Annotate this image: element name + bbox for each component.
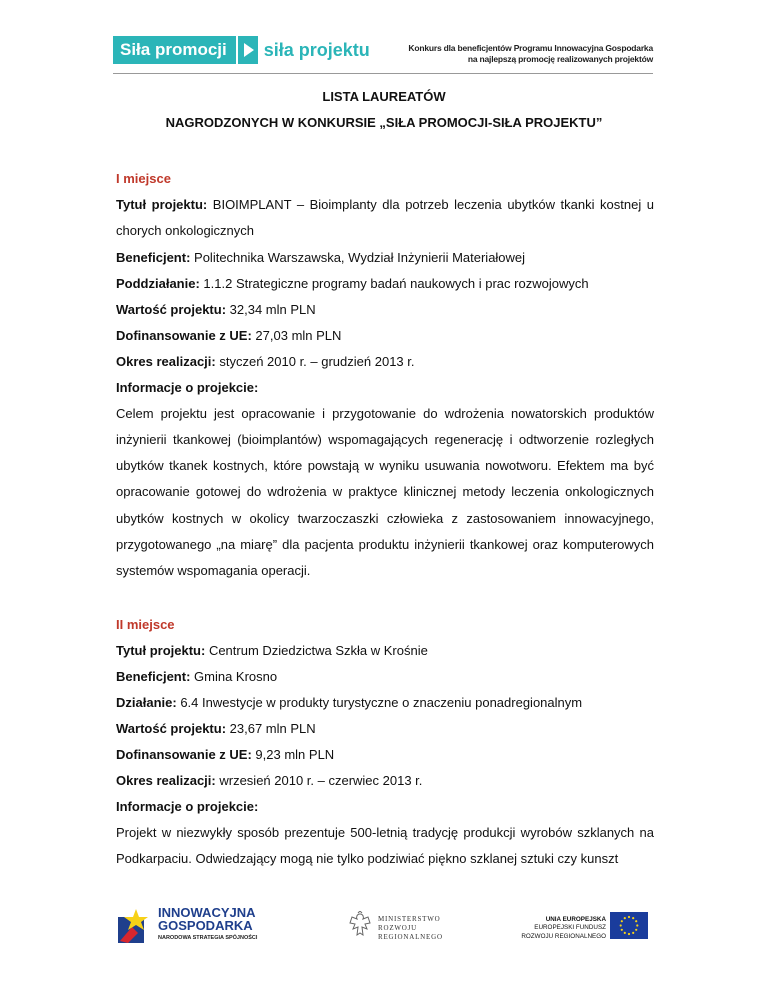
project-value-line (116, 716, 654, 742)
project-title-line (116, 638, 654, 664)
field-label: Okres realizacji: (116, 353, 216, 369)
field-label: Beneficjent: (116, 668, 191, 684)
play-arrow-icon (238, 36, 258, 64)
field-label: Beneficjent: (116, 249, 191, 265)
field-value: Politechnika Warszawska, Wydział Inżynierii Materiałowej (194, 249, 526, 265)
field-label: Poddziałanie: (116, 275, 200, 291)
ig-line-1: INNOWACYJNA (158, 905, 256, 920)
ministry-text (378, 915, 443, 942)
info-paragraph: Projekt w niezwykły sposób prezentuje 500-letnią tradycję produkcji wyrobów szklanych na Podkarpaciu. Odwiedzający mogą nie tylko podziwiać piękno szklanej sztuki czy kunszt (116, 824, 654, 866)
tagline-line-1: Konkurs dla beneficjentów Programu Innowacyjna Gospodarka (408, 43, 653, 53)
field-value: wrzesień 2010 r. – czerwiec 2013 r. (219, 772, 423, 788)
beneficiary-line (116, 245, 654, 271)
logo-text-right: siła projektu (263, 40, 370, 60)
footer-logos (0, 905, 768, 955)
ministry-line-3: REGIONALNEGO (378, 933, 443, 941)
eagle-emblem-icon (348, 911, 372, 941)
document-subtitle: NAGRODZONYCH W KONKURSIE „SIŁA PROMOCJI-SIŁA PROJEKTU” (165, 115, 603, 130)
eu-line-2: EUROPEJSKI FUNDUSZ (534, 924, 606, 932)
section-spacer (116, 585, 654, 612)
field-value: 23,67 mln PLN (229, 720, 316, 736)
tagline-line-2: na najlepszą promocję realizowanych projektów (467, 54, 653, 64)
period-line (116, 349, 654, 375)
info-paragraph: Celem projektu jest opracowanie i przygotowanie do wdrożenia nowatorskich produktów inżynierii tkankowej (bioimplantów) wspomagających regenerację i odtworzenie rozległych ubytków tkanek kostnych, które powstają w wyniku usuwania nowotworu. Efektem ma być opracowanie gotowej do wdrożenia w praktyce klinicznej metody leczenia onkologicznych ubytków kostnych w okolicy twarzoczaszki człowieka z zastosowaniem innowacyjnego, przygotowanego „na miarę” dla pacjenta produktu inżynierii tkankowej oraz komputerowych systemów wspomagania operacji. (116, 405, 654, 579)
cofinancing-line (116, 742, 654, 768)
field-value: 6.4 Inwestycje w produkty turystyczne o znaczeniu ponadregionalnym (180, 694, 583, 710)
header-divider (113, 73, 653, 74)
beneficiary-line (116, 664, 654, 690)
project-value-line (116, 297, 654, 323)
eu-line-1: UNIA EUROPEJSKA (545, 916, 606, 923)
field-label: Wartość projektu: (116, 720, 227, 736)
document-body (116, 166, 654, 872)
section-heading-first: I miejsce (116, 171, 171, 186)
program-logo (113, 36, 370, 64)
field-label: Dofinansowanie z UE: (116, 327, 252, 343)
field-value: 9,23 mln PLN (255, 746, 335, 762)
period-line (116, 768, 654, 794)
field-value: 32,34 mln PLN (229, 301, 316, 317)
field-label: Okres realizacji: (116, 772, 216, 788)
project-title-line (116, 192, 654, 245)
ig-line-2: GOSPODARKA (158, 918, 253, 933)
measure-line (116, 690, 654, 716)
eu-text (521, 916, 606, 941)
field-label: Wartość projektu: (116, 301, 227, 317)
field-value: BIOIMPLANT – Bioimplanty dla potrzeb leczenia ubytków tkanki kostnej u chorych onkologicznych (116, 197, 654, 239)
field-value: Centrum Dziedzictwa Szkła w Krośnie (208, 642, 428, 658)
innowacyjna-gospodarka-logo (118, 905, 258, 950)
ministry-line-1: MINISTERSTWO (378, 915, 441, 923)
header-tagline (408, 43, 653, 65)
field-label: Tytuł projektu: (116, 197, 208, 212)
section-heading-second: II miejsce (116, 616, 175, 632)
field-value: styczeń 2010 r. – grudzień 2013 r. (219, 353, 415, 369)
ministry-line-2: ROZWOJU (378, 924, 418, 932)
document-title: LISTA LAUREATÓW (322, 89, 446, 104)
logo-text-left: Siła promocji (113, 36, 236, 64)
eu-logo (521, 912, 648, 952)
info-label: Informacje o projekcie: (116, 379, 259, 395)
eu-line-3: ROZWOJU REGIONALNEGO (521, 932, 606, 940)
info-label: Informacje o projekcie: (116, 798, 259, 814)
field-value: 27,03 mln PLN (255, 327, 342, 343)
ig-logo-text (158, 906, 256, 932)
field-value: Gmina Krosno (194, 668, 278, 684)
measure-line (116, 271, 654, 297)
field-label: Działanie: (116, 694, 177, 710)
cofinancing-line (116, 323, 654, 349)
star-flag-icon (118, 907, 152, 945)
field-value: 1.1.2 Strategiczne programy badań naukowych i prac rozwojowych (203, 275, 589, 291)
field-label: Dofinansowanie z UE: (116, 746, 252, 762)
ig-subtitle: NARODOWA STRATEGIA SPÓJNOŚCI (158, 935, 258, 941)
field-label: Tytuł projektu: (116, 642, 206, 658)
eu-flag-icon (610, 912, 648, 939)
